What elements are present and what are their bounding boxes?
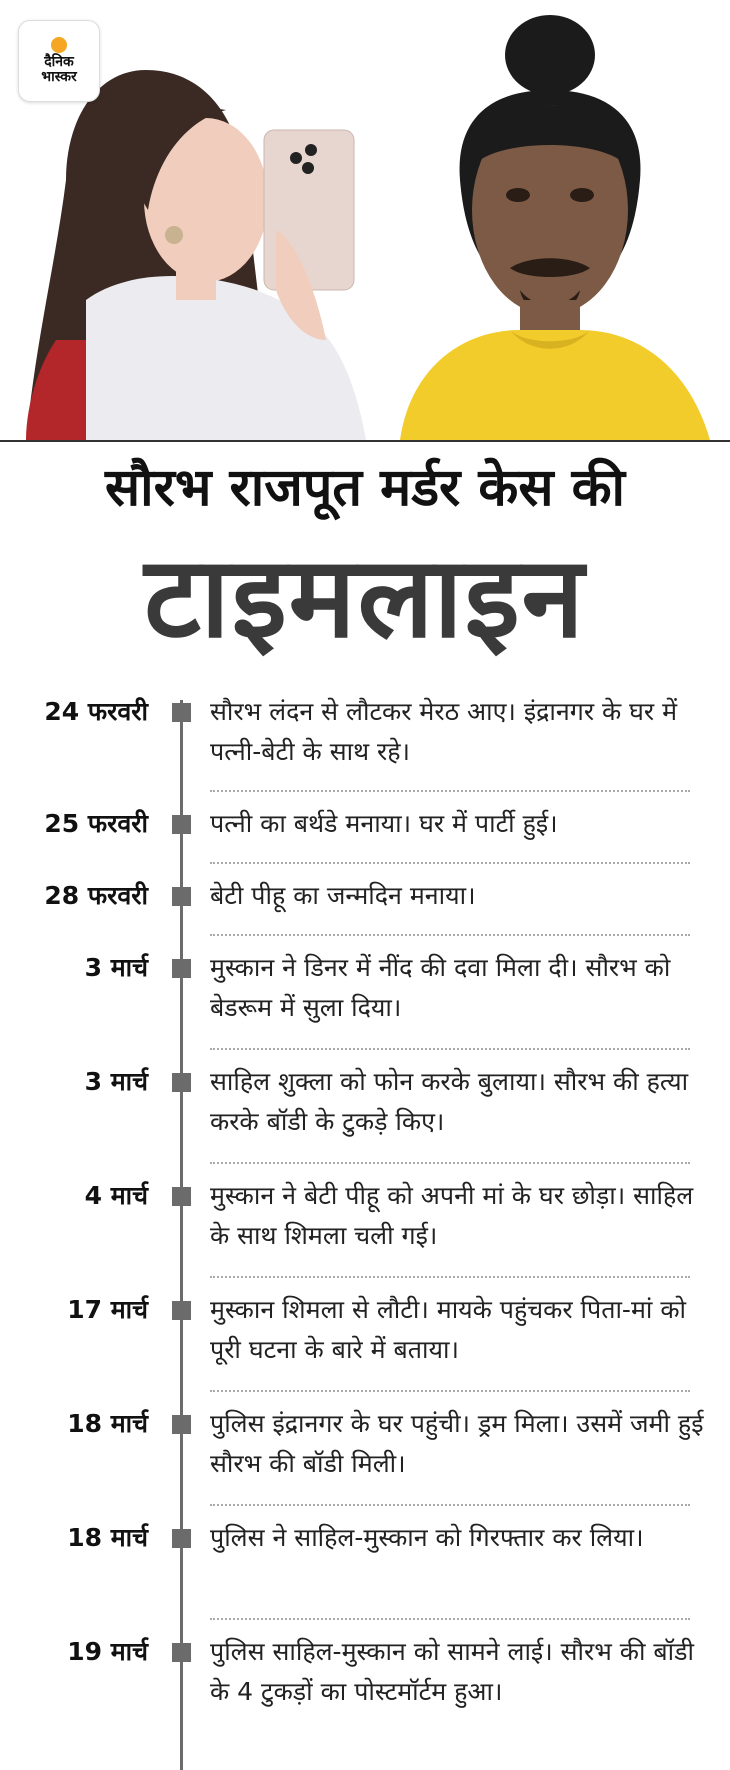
separator bbox=[210, 1504, 690, 1506]
timeline-marker bbox=[172, 959, 191, 978]
timeline-marker bbox=[172, 1187, 191, 1206]
timeline-date: 3 मार्च bbox=[84, 1067, 148, 1096]
timeline-marker bbox=[172, 1529, 191, 1548]
timeline-marker bbox=[172, 1415, 191, 1434]
separator bbox=[210, 862, 690, 864]
timeline-date: 25 फरवरी bbox=[44, 809, 148, 838]
timeline-text: पुलिस ने साहिल-मुस्कान को गिरफ्तार कर लिया। bbox=[210, 1523, 644, 1552]
separator bbox=[210, 790, 690, 792]
timeline-date: 28 फरवरी bbox=[44, 881, 148, 910]
timeline-marker bbox=[172, 1301, 191, 1320]
title-line-2: टाइमलाइन bbox=[144, 533, 586, 663]
timeline-date: 3 मार्च bbox=[84, 953, 148, 982]
timeline-date: 24 फरवरी bbox=[44, 697, 148, 726]
timeline-date: 17 मार्च bbox=[67, 1295, 148, 1324]
timeline-marker bbox=[172, 1073, 191, 1092]
separator bbox=[210, 1048, 690, 1050]
timeline-text: मुस्कान शिमला से लौटी। मायके पहुंचकर पिता-मां को पूरी घटना के बारे में बताया। bbox=[210, 1295, 686, 1364]
timeline-text: बेटी पीहू का जन्मदिन मनाया। bbox=[210, 881, 476, 910]
separator bbox=[210, 1276, 690, 1278]
timeline-date: 18 मार्च bbox=[67, 1523, 148, 1552]
timeline-line bbox=[180, 700, 183, 1770]
timeline-marker bbox=[172, 1643, 191, 1662]
title-line-1: सौरभ राजपूत मर्डर केस की bbox=[104, 458, 626, 518]
timeline-text: मुस्कान ने बेटी पीहू को अपनी मां के घर छोड़ा। साहिल के साथ शिमला चली गई। bbox=[210, 1181, 694, 1250]
timeline-date: 19 मार्च bbox=[67, 1637, 148, 1666]
dainik-bhaskar-logo: दैनिक भास्कर bbox=[18, 20, 100, 102]
separator bbox=[210, 934, 690, 936]
timeline-date: 4 मार्च bbox=[84, 1181, 148, 1210]
timeline-text: सौरभ लंदन से लौटकर मेरठ आए। इंद्रानगर के घर में पत्नी-बेटी के साथ रहे। bbox=[210, 697, 678, 766]
timeline-marker bbox=[172, 703, 191, 722]
timeline-text: मुस्कान ने डिनर में नींद की दवा मिला दी। सौरभ को बेडरूम में सुला दिया। bbox=[210, 953, 671, 1022]
timeline-marker bbox=[172, 815, 191, 834]
separator bbox=[210, 1162, 690, 1164]
timeline-marker bbox=[172, 887, 191, 906]
timeline-date: 18 मार्च bbox=[67, 1409, 148, 1438]
timeline-text: पुलिस साहिल-मुस्कान को सामने लाई। सौरभ की बॉडी के 4 टुकड़ों का पोस्टमॉर्टम हुआ। bbox=[210, 1637, 694, 1706]
timeline-text: पुलिस इंद्रानगर के घर पहुंची। ड्रम मिला। उसमें जमी हुई सौरभ की बॉडी मिली। bbox=[210, 1409, 704, 1478]
timeline-text: साहिल शुक्ला को फोन करके बुलाया। सौरभ की हत्या करके बॉडी के टुकड़े किए। bbox=[210, 1067, 689, 1136]
separator bbox=[210, 1618, 690, 1620]
timeline-text: पत्नी का बर्थडे मनाया। घर में पार्टी हुई। bbox=[210, 809, 558, 838]
separator bbox=[210, 1390, 690, 1392]
